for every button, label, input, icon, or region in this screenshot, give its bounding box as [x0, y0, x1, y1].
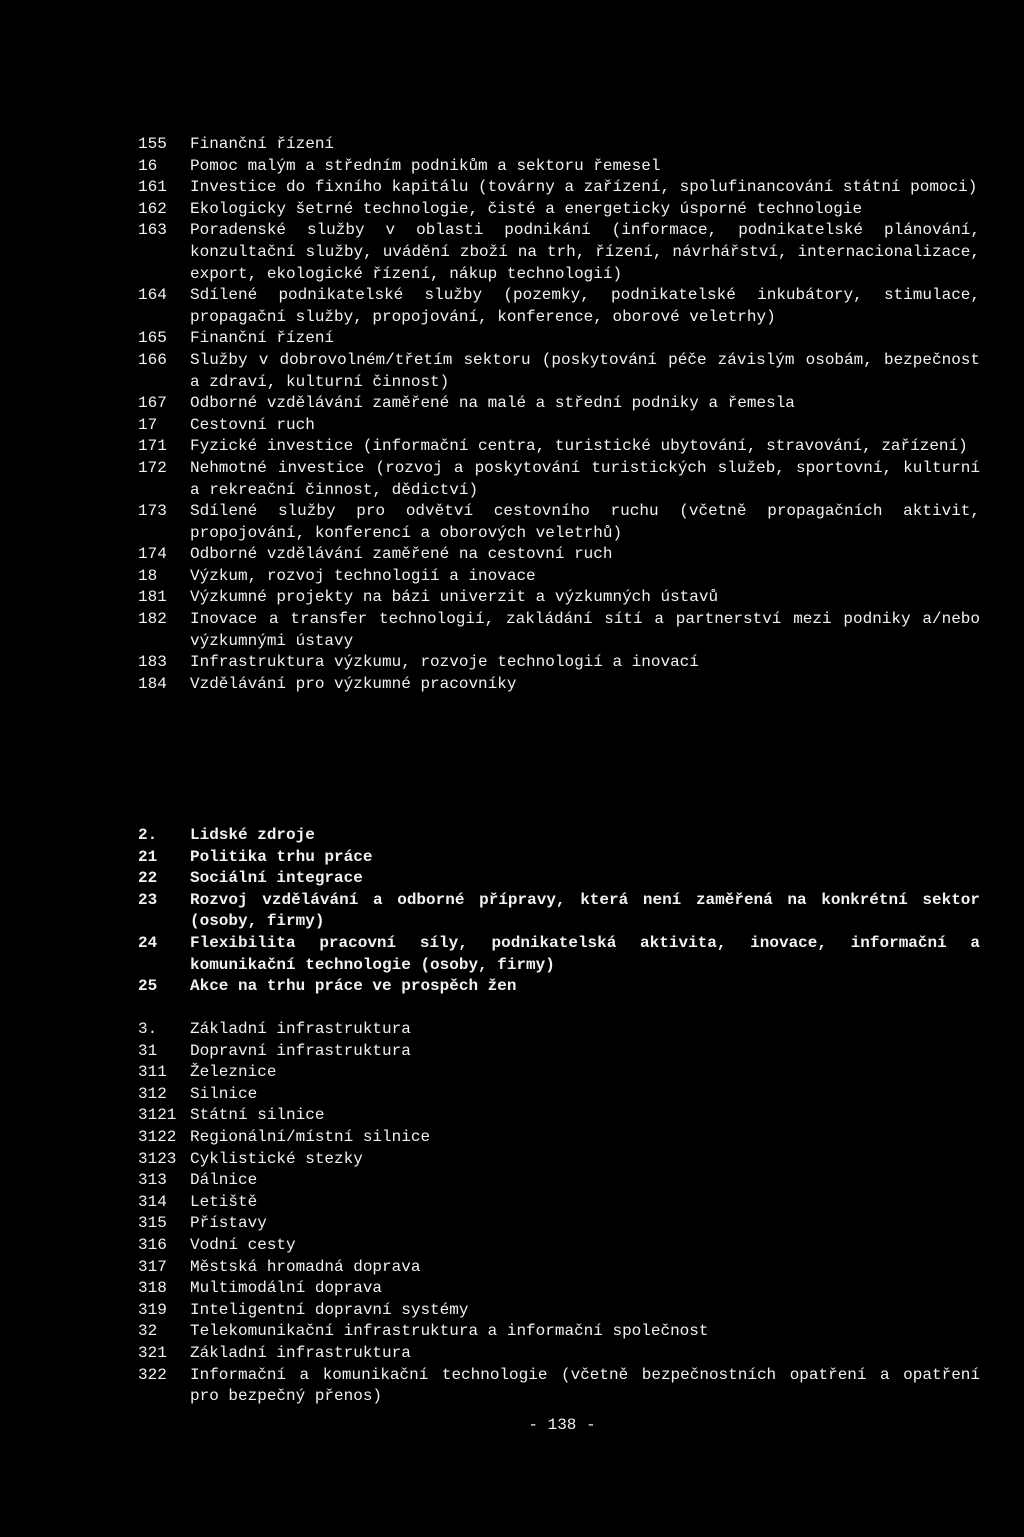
list-item — [138, 1041, 980, 1063]
list-item — [138, 652, 980, 674]
item-code: 32 — [138, 1322, 158, 1341]
list-item — [138, 1213, 980, 1235]
item-text: Služby v dobrovolném/třetím sektoru (poskytování péče závislým osobám, bezpečnost a zdraví, kulturní činnost) — [190, 350, 980, 391]
item-code: 164 — [138, 286, 167, 305]
item-code: 3. — [138, 1020, 158, 1038]
list-item — [138, 890, 980, 933]
item-text: Akce na trhu práce ve prospěch žen — [190, 977, 517, 996]
list-item — [138, 1062, 980, 1084]
list-item — [138, 458, 980, 501]
item-code: 181 — [138, 588, 167, 607]
item-text: Vzdělávání pro výzkumné pracovníky — [190, 674, 517, 693]
item-code: 311 — [138, 1063, 167, 1082]
item-text: Multimodální doprava — [190, 1279, 383, 1298]
item-code: 162 — [138, 199, 167, 218]
item-code: 18 — [138, 566, 158, 585]
item-code: 322 — [138, 1365, 167, 1384]
list-item — [138, 1192, 980, 1214]
item-text: Základní infrastruktura — [190, 1020, 411, 1038]
item-code: 319 — [138, 1300, 167, 1319]
item-code: 184 — [138, 674, 167, 693]
item-code: 2. — [138, 826, 158, 844]
item-code: 3122 — [138, 1127, 177, 1146]
item-code: 171 — [138, 437, 167, 456]
item-code: 3121 — [138, 1106, 177, 1125]
list-item — [138, 285, 980, 328]
item-code: 167 — [138, 394, 167, 413]
item-text: Poradenské služby v oblasti podnikání (informace, podnikatelské plánování, konzultační služby, uvádění zboží na trh, řízení, návrhářství, internacionalizace, export, ekologické řízení, nákup technologií) — [190, 221, 980, 283]
item-code: 314 — [138, 1192, 167, 1211]
item-code: 31 — [138, 1041, 158, 1060]
list-item — [138, 156, 980, 178]
item-code: 3123 — [138, 1149, 177, 1168]
list-item — [138, 1300, 980, 1322]
list-item — [138, 609, 980, 652]
list-item — [138, 134, 980, 156]
item-code: 312 — [138, 1084, 167, 1103]
list-item — [138, 436, 980, 458]
item-code: 163 — [138, 221, 167, 240]
item-code: 17 — [138, 415, 158, 434]
item-code: 172 — [138, 458, 167, 477]
list-item — [138, 1170, 980, 1192]
item-text: Ekologicky šetrné technologie, čisté a energeticky úsporné technologie — [190, 199, 863, 218]
list-item — [138, 1235, 980, 1257]
item-code: 173 — [138, 502, 167, 521]
list-item — [138, 1149, 980, 1171]
item-text: Městská hromadná doprava — [190, 1257, 421, 1276]
list-item — [138, 976, 980, 998]
list-item — [138, 1127, 980, 1149]
item-code: 315 — [138, 1214, 167, 1233]
item-text: Pomoc malým a středním podnikům a sektoru řemesel — [190, 156, 661, 175]
item-text: Základní infrastruktura — [190, 1343, 411, 1362]
item-text: Výzkumné projekty na bázi univerzit a výzkumných ústavů — [190, 588, 719, 607]
item-text: Infrastruktura výzkumu, rozvoje technologií a inovací — [190, 653, 699, 672]
item-code: 183 — [138, 653, 167, 672]
item-text: Vodní cesty — [190, 1235, 296, 1254]
item-text: Sdílené služby pro odvětví cestovního ruchu (včetně propagačních aktivit, propojování, konferencí a oborových veletrhů) — [190, 502, 980, 542]
list-item — [138, 393, 980, 415]
item-code: 165 — [138, 329, 167, 348]
item-text: Letiště — [190, 1192, 258, 1211]
page-number: - 138 - — [528, 1416, 596, 1434]
list-item — [138, 1278, 980, 1300]
item-text: Regionální/místní silnice — [190, 1127, 431, 1146]
item-text: Nehmotné investice (rozvoj a poskytování turistických služeb, sportovní, kulturní a rekreační činnost, dědictví) — [190, 458, 980, 499]
item-text: Inteligentní dopravní systémy — [190, 1300, 469, 1319]
item-code: 313 — [138, 1171, 167, 1190]
item-code: 161 — [138, 178, 167, 197]
item-text: Investice do fixního kapitálu (továrny a zařízení, spolufinancování státní pomoci) — [190, 178, 978, 197]
item-text: Telekomunikační infrastruktura a informační společnost — [190, 1322, 709, 1341]
list-item — [138, 220, 980, 285]
list-item — [138, 587, 980, 609]
list-item — [138, 415, 980, 437]
list-item — [138, 177, 980, 199]
item-text: Finanční řízení — [190, 135, 335, 153]
item-text: Sdílené podnikatelské služby (pozemky, podnikatelské inkubátory, stimulace, propagační služby, propojování, konference, oborové veletrhy) — [190, 286, 980, 326]
item-text: Dopravní infrastruktura — [190, 1041, 411, 1060]
list-item — [138, 1321, 980, 1343]
list-item — [138, 868, 980, 890]
item-text: Silnice — [190, 1084, 258, 1103]
list-item — [138, 1084, 980, 1106]
list-item — [138, 1365, 980, 1408]
item-text: Politika trhu práce — [190, 847, 373, 866]
list-item — [138, 544, 980, 566]
item-code: 22 — [138, 869, 158, 888]
item-text: Cyklistické stezky — [190, 1149, 363, 1168]
item-code: 25 — [138, 977, 158, 996]
list-item — [138, 1257, 980, 1279]
item-text: Finanční řízení — [190, 329, 335, 348]
item-text: Státní silnice — [190, 1106, 325, 1125]
list-item — [138, 825, 980, 847]
item-code: 155 — [138, 135, 167, 153]
item-text: Dálnice — [190, 1171, 258, 1190]
item-code: 317 — [138, 1257, 167, 1276]
item-code: 182 — [138, 610, 167, 629]
item-code: 23 — [138, 890, 158, 909]
section-human-resources — [138, 825, 980, 998]
item-text: Lidské zdroje — [190, 826, 315, 844]
item-text: Cestovní ruch — [190, 415, 315, 434]
item-code: 21 — [138, 847, 158, 866]
item-text: Odborné vzdělávání zaměřené na cestovní ruch — [190, 545, 613, 564]
list-item — [138, 566, 980, 588]
list-item — [138, 199, 980, 221]
item-text: Rozvoj vzdělávání a odborné přípravy, která není zaměřená na konkrétní sektor (osoby, firmy) — [190, 890, 980, 931]
item-text: Flexibilita pracovní síly, podnikatelská aktivita, inovace, informační a komunikační technologie (osoby, firmy) — [190, 933, 980, 974]
item-code: 16 — [138, 156, 158, 175]
section-basic-infrastructure — [138, 1019, 980, 1408]
item-code: 316 — [138, 1235, 167, 1254]
item-text: Inovace a transfer technologií, zakládání sítí a partnerství mezi podniky a/nebo výzkumnými ústavy — [190, 610, 980, 650]
item-code: 318 — [138, 1279, 167, 1298]
list-item — [138, 847, 980, 869]
section-business-support — [138, 134, 980, 695]
item-text: Fyzické investice (informační centra, turistické ubytování, stravování, zařízení) — [190, 437, 968, 456]
item-text: Přístavy — [190, 1214, 267, 1233]
list-item — [138, 350, 980, 393]
item-code: 174 — [138, 545, 167, 564]
list-item — [138, 1019, 980, 1041]
item-text: Odborné vzdělávání zaměřené na malé a střední podniky a řemesla — [190, 394, 795, 413]
list-item — [138, 328, 980, 350]
item-text: Sociální integrace — [190, 869, 363, 888]
item-text: Železnice — [190, 1063, 277, 1082]
item-text: Výzkum, rozvoj technologií a inovace — [190, 566, 536, 585]
item-code: 166 — [138, 350, 167, 369]
list-item — [138, 501, 980, 544]
item-code: 24 — [138, 933, 158, 952]
item-text: Informační a komunikační technologie (včetně bezpečnostních opatření a opatření pro bezpečný přenos) — [190, 1365, 980, 1406]
list-item — [138, 933, 980, 976]
list-item — [138, 1105, 980, 1127]
list-item — [138, 674, 980, 696]
item-code: 321 — [138, 1343, 167, 1362]
list-item — [138, 1343, 980, 1365]
